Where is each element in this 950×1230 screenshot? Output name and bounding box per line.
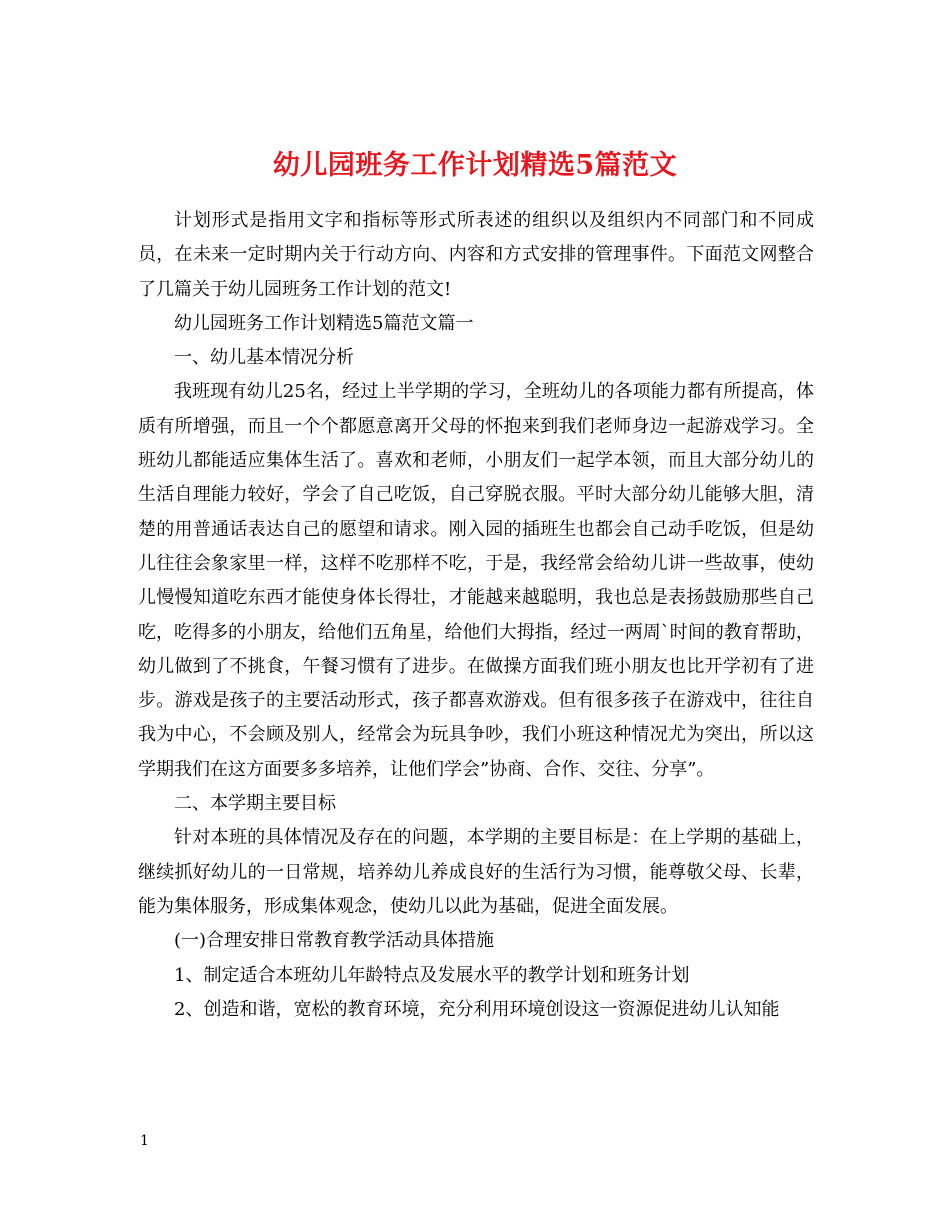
body-paragraph: 针对本班的具体情况及存在的问题，本学期的主要目标是：在上学期的基础上，继续抓好幼儿的一日常规，培养幼儿养成良好的生活行为习惯，能尊敬父母、长辈，能为集体服务，形成集体观念，使幼儿以此为基础，促进全面发展。 [138, 827, 814, 917]
list-item: 1、制定适合本班幼儿年龄特点及发展水平的教学计划和班务计划 [174, 964, 690, 986]
intro-paragraph: 计划形式是指用文字和指标等形式所表述的组织以及组织内不同部门和不同成员，在未来一定时期内关于行动方向、内容和方式安排的管理事件。下面范文网整合了几篇关于幼儿园班务工作计划的范文! [138, 210, 814, 300]
document-body [138, 204, 814, 1027]
subsection-heading: (一)合理安排日常教育教学活动具体措施 [174, 930, 495, 952]
subsection-heading: 二、本学期主要目标 [174, 793, 336, 815]
list-item: 2、创造和谐，宽松的教育环境，充分利用环境创设这一资源促进幼儿认知能 [174, 998, 780, 1020]
section-heading: 幼儿园班务工作计划精选5篇范文篇一 [174, 312, 474, 334]
body-paragraph: 我班现有幼儿25名，经过上半学期的学习，全班幼儿的各项能力都有所提高，体质有所增强，而且一个个都愿意离开父母的怀抱来到我们老师身边一起游戏学习。全班幼儿都能适应集体生活了。喜欢和老师，小朋友们一起学本领，而且大部分幼儿的生活自理能力较好，学会了自己吃饭，自己穿脱衣服。平时大部分幼儿能够大胆，清楚的用普通话表达自己的愿望和请求。刚入园的插班生也都会自己动手吃饭，但是幼儿往往会象家里一样，这样不吃那样不吃，于是，我经常会给幼儿讲一些故事，使幼儿慢慢知道吃东西才能使身体长得壮，才能越来越聪明，我也总是表扬鼓励那些自己吃，吃得多的小朋友，给他们五角星，给他们大拇指，经过一两周`时间的教育帮助，幼儿做到了不挑食，午餐习惯有了进步。在做操方面我们班小朋友也比开学初有了进步。游戏是孩子的主要活动形式，孩子都喜欢游戏。但有很多孩子在游戏中，往往自我为中心，不会顾及别人，经常会为玩具争吵，我们小班这种情况尤为突出，所以这学期我们在这方面要多多培养，让他们学会”协商、合作、交往、分享”。 [138, 381, 814, 780]
subsection-heading: 一、幼儿基本情况分析 [174, 347, 354, 369]
document-title: 幼儿园班务工作计划精选5篇范文 [272, 150, 678, 182]
page-number: 1 [140, 1133, 149, 1149]
